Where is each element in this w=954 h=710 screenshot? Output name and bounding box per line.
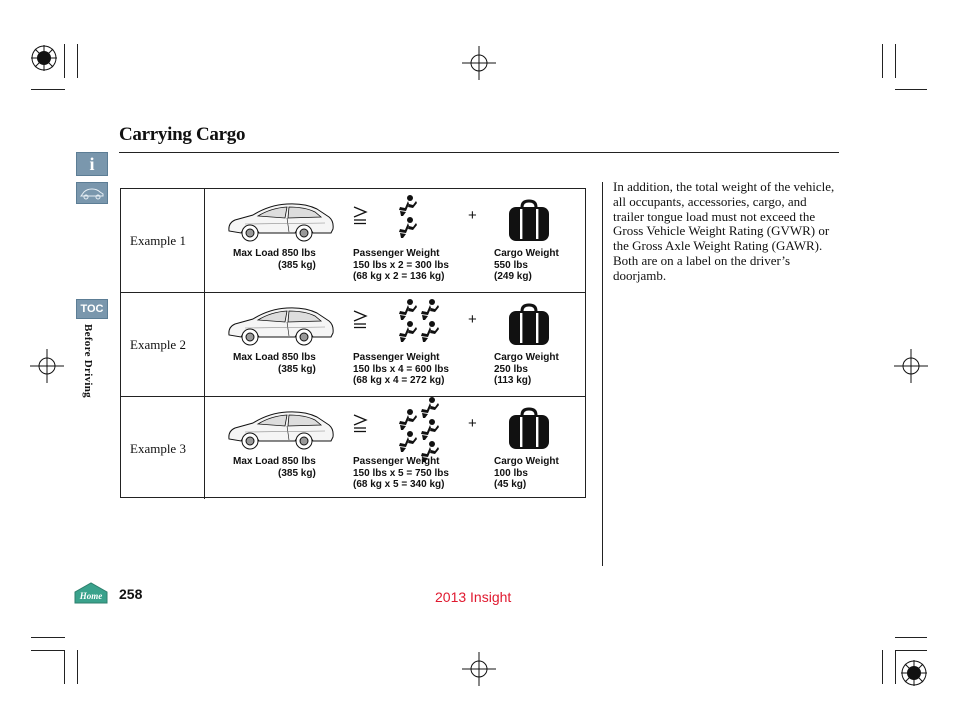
passenger-icon bbox=[399, 409, 417, 430]
passenger-icon bbox=[421, 419, 439, 440]
cargo-weight-lbs: 550 lbs bbox=[494, 259, 528, 271]
max-load-metric: (385 kg) bbox=[278, 467, 316, 479]
registration-cross-top-icon bbox=[462, 46, 496, 80]
car-icon bbox=[77, 183, 107, 203]
gvwr-paragraph: In addition, the total weight of the vehicle, all occupants, accessories, cargo, and trailer tongue load must not exceed the Gross Vehicle Weight Rating (GVWR) or the Gross Axle Weight Rating (GAWR). Both are on a label on the driver’s doorjamb. bbox=[613, 179, 835, 283]
example-label: Example 1 bbox=[130, 233, 186, 248]
plus-sign: + bbox=[468, 207, 477, 224]
passenger-weight-lbs: 150 lbs x 5 = 750 lbs bbox=[353, 467, 449, 479]
registration-cross-left-icon bbox=[30, 349, 64, 383]
registration-sun-bottom-right-icon bbox=[900, 659, 928, 687]
cargo-weight-title: Cargo Weight bbox=[494, 248, 559, 259]
cargo-bag-icon bbox=[507, 199, 551, 243]
passenger-icon bbox=[421, 299, 439, 320]
example-label-cell bbox=[121, 397, 205, 499]
passenger-icon bbox=[399, 299, 417, 320]
passenger-weight-lbs: 150 lbs x 2 = 300 lbs bbox=[353, 259, 449, 271]
plus-sign: + bbox=[468, 311, 477, 328]
passengers-group bbox=[397, 299, 445, 343]
cargo-weight-lbs: 250 lbs bbox=[494, 363, 528, 375]
passenger-icon bbox=[399, 195, 417, 216]
max-load-caption bbox=[233, 352, 316, 375]
vehicle-controls-button[interactable] bbox=[76, 182, 108, 204]
section-label: Before Driving bbox=[82, 324, 94, 398]
registration-cross-bottom-icon bbox=[462, 652, 496, 686]
page-number: 258 bbox=[119, 586, 143, 602]
cargo-weight-caption bbox=[494, 352, 559, 387]
passenger-weight-kg: (68 kg x 4 = 272 kg) bbox=[353, 375, 445, 386]
max-load-metric: (385 kg) bbox=[278, 363, 316, 375]
title-divider bbox=[119, 152, 839, 153]
passenger-icon bbox=[421, 397, 439, 418]
max-load-caption bbox=[233, 248, 316, 271]
car-icon bbox=[225, 195, 337, 243]
example-row bbox=[121, 189, 585, 293]
passenger-icon bbox=[399, 217, 417, 238]
passenger-icon bbox=[399, 431, 417, 452]
cargo-examples-table bbox=[120, 188, 586, 498]
car-icon bbox=[225, 403, 337, 451]
passenger-weight-caption bbox=[353, 248, 449, 283]
home-label: Home bbox=[79, 591, 103, 601]
home-button[interactable] bbox=[74, 582, 108, 604]
registration-sun-top-left-icon bbox=[30, 44, 58, 72]
info-button[interactable] bbox=[76, 152, 108, 176]
passenger-icon bbox=[421, 321, 439, 342]
example-label-cell bbox=[121, 189, 205, 292]
cargo-weight-kg: (249 kg) bbox=[494, 271, 532, 282]
max-load-caption bbox=[233, 456, 316, 479]
example-row bbox=[121, 397, 585, 499]
example-label: Example 3 bbox=[130, 441, 186, 456]
plus-sign: + bbox=[468, 415, 477, 432]
cargo-weight-title: Cargo Weight bbox=[494, 352, 559, 363]
cargo-weight-caption bbox=[494, 248, 559, 283]
passenger-weight-title: Passenger Weight bbox=[353, 352, 440, 363]
cargo-weight-lbs: 100 lbs bbox=[494, 467, 528, 479]
passengers-group bbox=[397, 397, 445, 463]
cargo-weight-caption bbox=[494, 456, 559, 491]
model-label: 2013 Insight bbox=[435, 589, 512, 605]
toc-button[interactable] bbox=[76, 299, 108, 319]
passenger-weight-title: Passenger Weight bbox=[353, 248, 440, 259]
cargo-bag-icon bbox=[507, 407, 551, 451]
passenger-icon bbox=[399, 321, 417, 342]
passenger-weight-lbs: 150 lbs x 4 = 600 lbs bbox=[353, 363, 449, 375]
passenger-weight-caption bbox=[353, 352, 449, 387]
passenger-weight-title: Passenger Weight bbox=[353, 456, 440, 467]
cargo-weight-title: Cargo Weight bbox=[494, 456, 559, 467]
greater-equal-icon bbox=[352, 413, 368, 433]
example-label-cell bbox=[121, 293, 205, 396]
column-divider bbox=[602, 182, 603, 566]
cargo-weight-kg: (113 kg) bbox=[494, 375, 532, 386]
passenger-weight-kg: (68 kg x 5 = 340 kg) bbox=[353, 479, 445, 490]
registration-cross-right-icon bbox=[894, 349, 928, 383]
page-title: Carrying Cargo bbox=[119, 124, 246, 145]
passenger-weight-caption bbox=[353, 456, 449, 491]
toc-label: TOC bbox=[80, 303, 104, 315]
max-load-value: Max Load 850 lbs bbox=[233, 456, 316, 467]
passenger-weight-kg: (68 kg x 2 = 136 kg) bbox=[353, 271, 445, 282]
cargo-weight-kg: (45 kg) bbox=[494, 479, 527, 490]
greater-equal-icon bbox=[352, 309, 368, 329]
greater-equal-icon bbox=[352, 205, 368, 225]
car-icon bbox=[225, 299, 337, 347]
max-load-value: Max Load 850 lbs bbox=[233, 352, 316, 363]
max-load-value: Max Load 850 lbs bbox=[233, 248, 316, 259]
example-row bbox=[121, 293, 585, 397]
info-icon: i bbox=[89, 154, 95, 174]
max-load-metric: (385 kg) bbox=[278, 259, 316, 271]
example-label: Example 2 bbox=[130, 337, 186, 352]
cargo-bag-icon bbox=[507, 303, 551, 347]
passengers-group bbox=[397, 195, 445, 239]
